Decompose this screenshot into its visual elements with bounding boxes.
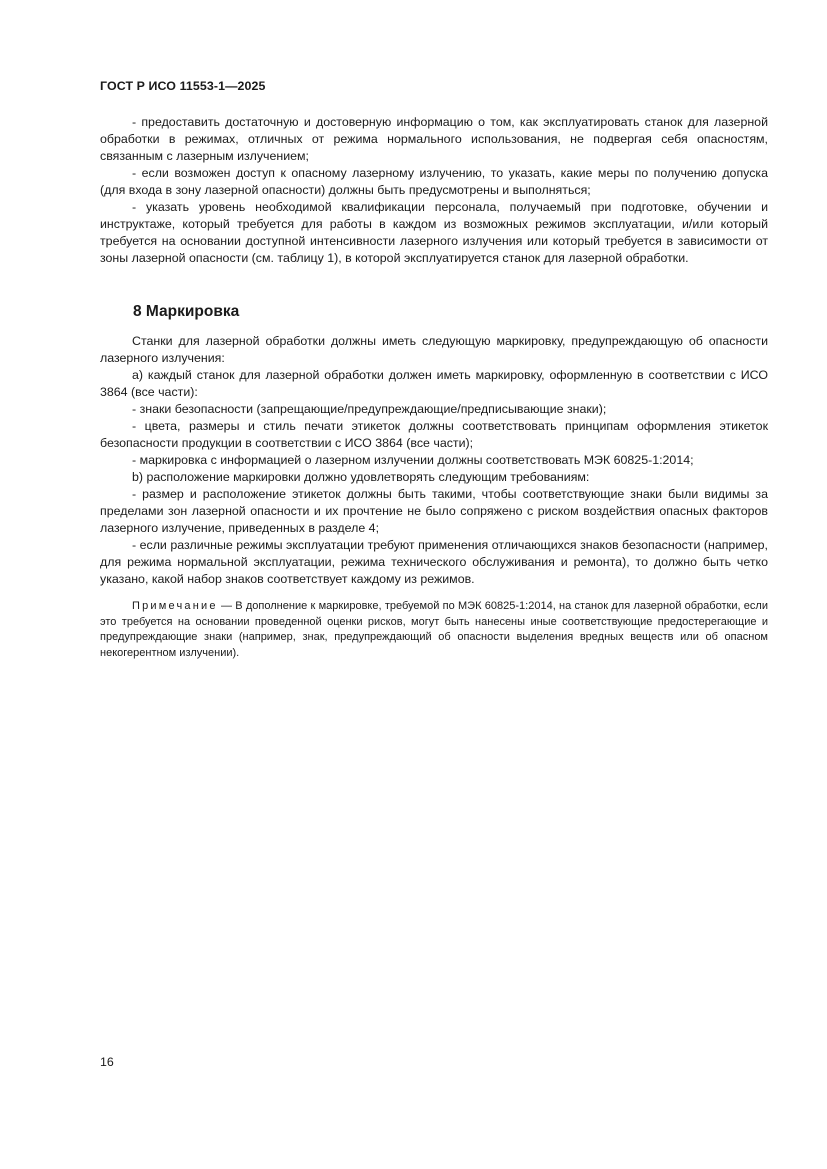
- section-body: [100, 333, 768, 588]
- paragraph: Станки для лазерной обработки должны иметь следующую маркировку, предупреждающую об опасности лазерного излучения:: [100, 334, 768, 365]
- note: [100, 599, 768, 661]
- list-item: - маркировка с информацией о лазерном излучении должны соответствовать МЭК 60825-1:2014;: [132, 453, 694, 467]
- list-item: - цвета, размеры и стиль печати этикеток должны соответствовать принципам оформления этикеток безопасности продукции в соответствии с ИСО 3864 (все части);: [100, 419, 768, 450]
- list-item: - если возможен доступ к опасному лазерному излучению, то указать, какие меры по получению допуска (для входа в зону лазерной опасности) должны быть предусмотрены и выполняться;: [100, 166, 768, 197]
- list-item: - если различные режимы эксплуатации требуют применения отличающихся знаков безопасности (например, для режима нормальной эксплуатации, режима технического обслуживания и ремонта), то должно быть четко указано, какой набор знаков соответствует каждому из режимов.: [100, 538, 768, 586]
- list-item: b) расположение маркировки должно удовлетворять следующим требованиям:: [132, 470, 590, 484]
- intro-list: [100, 114, 768, 267]
- list-item: - размер и расположение этикеток должны быть такими, чтобы соответствующие знаки были видимы за пределами зон лазерной опасности и их прочтение не было сопряжено с риском воздействия опасных факторов лазерного излучение, приведенных в разделе 4;: [100, 487, 768, 535]
- list-item: - предоставить достаточную и достоверную информацию о том, как эксплуатировать станок для лазерной обработки в режимах, отличных от режима нормального использования, не подвергая себя опасностям, связанным с лазерным излучением;: [100, 115, 768, 163]
- page-number: 16: [100, 1055, 114, 1069]
- note-label: Примечание: [132, 600, 218, 612]
- list-item: - знаки безопасности (запрещающие/предупреждающие/предписывающие знаки);: [132, 402, 607, 416]
- document-header: ГОСТ Р ИСО 11553-1—2025: [100, 79, 266, 93]
- section-title: 8 Маркировка: [133, 303, 240, 320]
- list-item: - указать уровень необходимой квалификации персонала, получаемый при подготовке, обучении и инструктаже, который требуется для работы в каждом из возможных режимов эксплуатации, и/или который требуется на основании доступной интенсивности лазерного излучения или который требуется в зависимости от зоны лазерной опасности (см. таблицу 1), в которой эксплуатируется станок для лазерной обработки.: [100, 200, 768, 265]
- note-text: — В дополнение к маркировке, требуемой по МЭК 60825-1:2014, на станок для лазерной обработки, если это требуется на основании проведенной оценки рисков, могут быть нанесены иные соответствующие предостерегающие и предупреждающие знаки (например, знак, предупреждающий об опасности выделения вредных веществ или об опасном некогерентном излучении).: [100, 600, 768, 659]
- list-item: а) каждый станок для лазерной обработки должен иметь маркировку, оформленную в соответствии с ИСО 3864 (все части):: [100, 368, 768, 399]
